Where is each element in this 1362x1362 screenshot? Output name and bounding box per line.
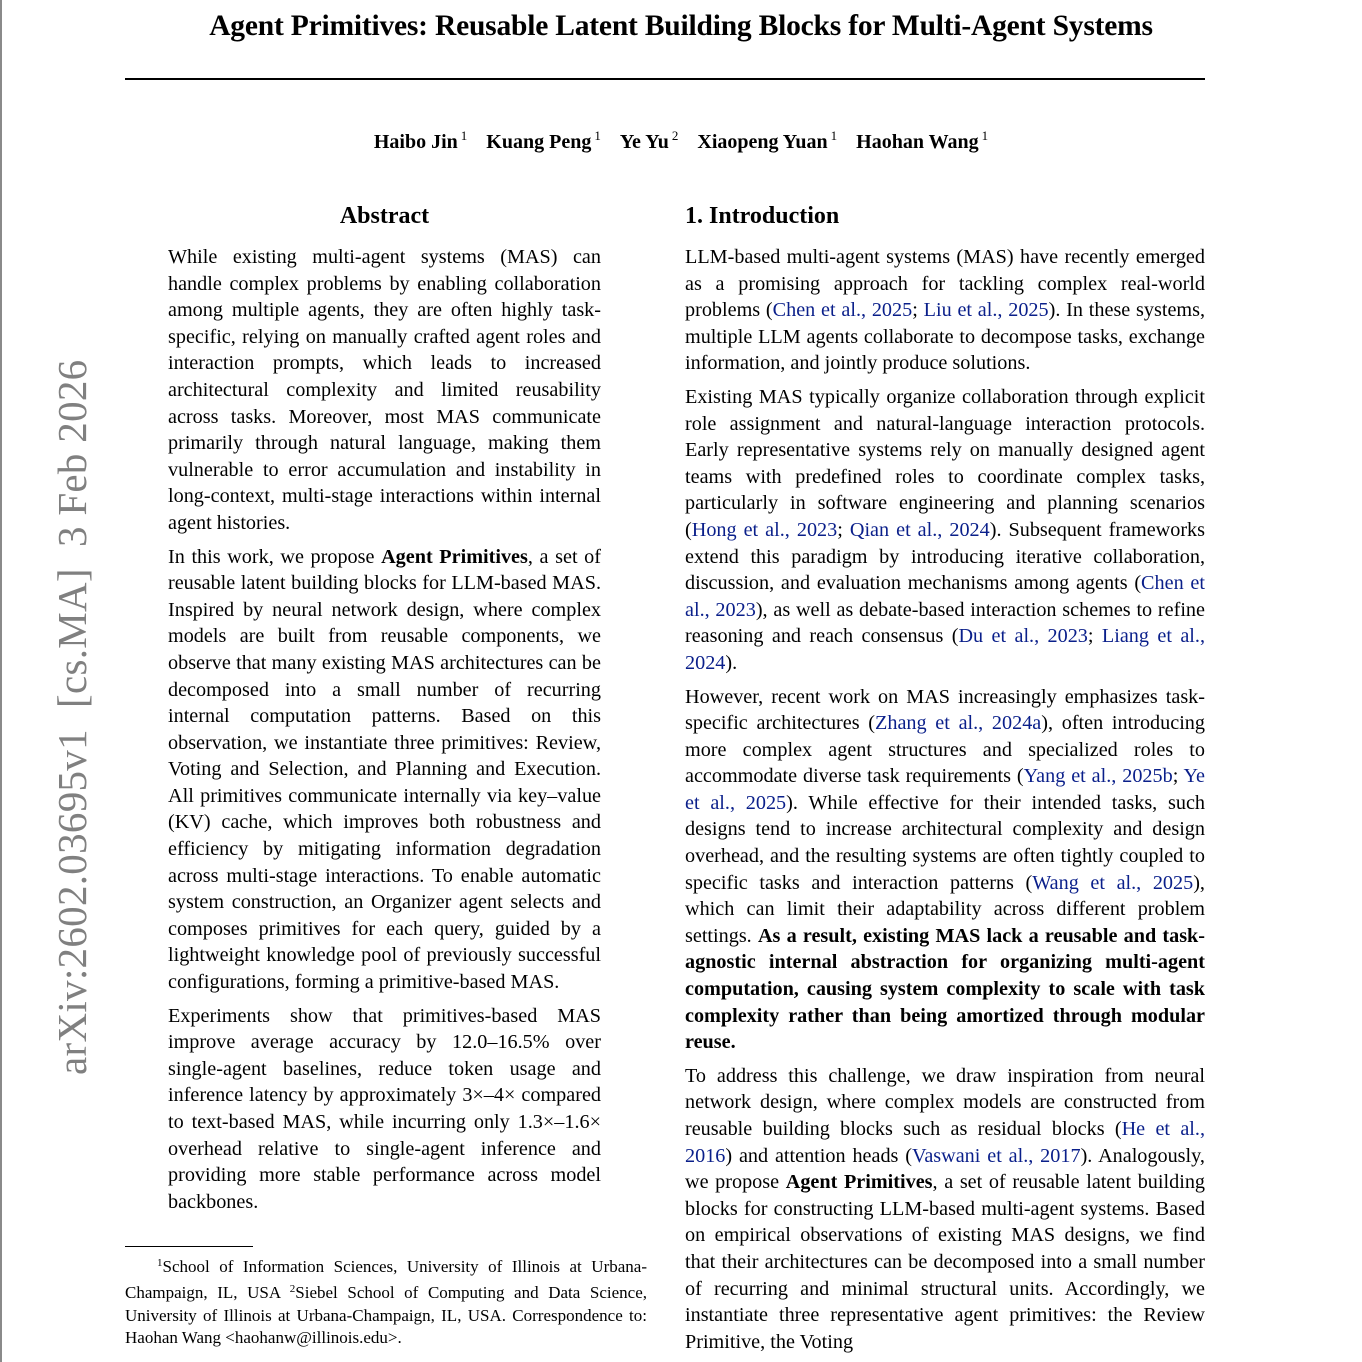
author: Kuang Peng $^1$ <box>486 128 601 153</box>
page-left-border <box>0 0 2 1362</box>
intro-paragraph: To address this challenge, we draw inspiration from neural network design, where complex models are constructed from reusable building blocks such as residual blocks (He et al., 2016) and attention heads (Vaswani et al., 2017). Analogously, we propose Agent Primitives, a set of reusable latent building blocks for constructing LLM-based multi-agent systems. Based on empirical observations of existing MAS designs, we find that their architectures can be decomposed into a small number of recurring and minimal structural units. Accordingly, we instantiate three representative agent primitives: the Review Primitive, the Voting <box>685 1064 1206 1353</box>
author: Haohan Wang $^1$ <box>856 128 989 153</box>
citation-link[interactable]: Ye et al., 2025 <box>685 765 1206 814</box>
abstract-paragraph: In this work, we propose Agent Primitives, a set of reusable latent building blocks for LLM-based MAS. Inspired by neural network design, where complex models are built from reusable components, we observe that many existing MAS architectures can be decomposed into a small number of recurring internal computation patterns. Based on this observation, we instantiate three primitives: Review, Voting and Selection, and Planning and Execution. All primitives communicate internally via key–value (KV) cache, which improves both robustness and efficiency by mitigating information degradation across multi-stage interactions. To enable automatic system construction, an Organizer agent selects and composes primitives for each query, guided by a lightweight knowledge pool of previously successful configurations, forming a primitive-based MAS. <box>168 545 601 994</box>
introduction-heading: 1. Introduction <box>685 203 840 229</box>
citation-link[interactable]: Wang et al., 2025 <box>1032 871 1194 894</box>
intro-paragraph: However, recent work on MAS increasingly emphasizes task-specific architectures (Zhang et al., 2024a), often introducing more complex agent structures and specialized roles to accommodate diverse task requirements (Yang et al., 2025b; Ye et al., 2025). While effective for their intended tasks, such designs tend to increase architectural complexity and design overhead, and the resulting systems are often tightly coupled to specific tasks and interaction patterns (Wang et al., 2025), which can limit their adaptability across different problem settings. As a result, existing MAS lack a reusable and task-agnostic internal abstraction for organizing multi-agent computation, causing system complexity to scale with task complexity rather than being amortized through modular reuse. <box>685 685 1206 1054</box>
citation-link[interactable]: Liu et al., 2025 <box>923 299 1049 322</box>
citation-link[interactable]: Yang et al., 2025b <box>1023 765 1173 788</box>
intro-paragraph: Existing MAS typically organize collaboration through explicit role assignment and natural-language interaction protocols. Early representative systems rely on manually designed agent teams with predefined roles to coordinate complex tasks, particularly in software engineering and planning scenarios (Hong et al., 2023; Qian et al., 2024). Subsequent frameworks extend this paradigm by introducing iterative collaboration, discussion, and evaluation mechanisms among agents (Chen et al., 2023), as well as debate-based interaction schemes to refine reasoning and reach consensus (Du et al., 2023; Liang et al., 2024). <box>685 385 1206 674</box>
author: Xiaopeng Yuan $^1$ <box>697 128 838 153</box>
intro-paragraph: LLM-based multi-agent systems (MAS) have recently emerged as a promising approach for tackling complex real-world problems (Chen et al., 2025; Liu et al., 2025). In these systems, multiple LLM agents collaborate to decompose tasks, exchange information, and jointly produce solutions. <box>685 246 1206 375</box>
citation-link[interactable]: Zhang et al., 2024a <box>875 712 1042 735</box>
citation-link[interactable]: Liang et al., 2024 <box>685 625 1205 674</box>
citation-link[interactable]: Chen et al., 2023 <box>685 572 1205 621</box>
citation-link[interactable]: Vaswani et al., 2017 <box>911 1144 1081 1167</box>
arxiv-stamp: arXiv:2602.03695v1 [cs.MA] 3 Feb 2026 <box>49 359 95 1075</box>
paper-title: Agent Primitives: Reusable Latent Building Blocks for Multi-Agent Systems <box>209 10 1153 42</box>
citation-link[interactable]: Qian et al., 2024 <box>849 518 990 541</box>
abstract-section <box>168 198 601 1222</box>
title-rule <box>125 78 1205 80</box>
abstract-paragraph: While existing multi-agent systems (MAS) can handle complex problems by enabling collaboration among multiple agents, they are often highly task-specific, relying on manually crafted agent roles and interaction prompts, which leads to increased architectural complexity and limited reusability across tasks. Moreover, most MAS communicate primarily through natural language, making them vulnerable to error accumulation and instability in long-context, multi-stage interactions within internal agent histories. <box>168 246 601 534</box>
author: Ye Yu $^2$ <box>619 128 679 153</box>
footnote-rule <box>125 1246 253 1247</box>
abstract-heading: Abstract <box>339 203 430 229</box>
introduction-section <box>685 198 1205 1362</box>
author-list <box>0 128 1362 154</box>
citation-link[interactable]: Hong et al., 2023 <box>691 518 838 541</box>
author: Haibo Jin $^1$ <box>373 128 468 153</box>
abstract-paragraph: Experiments show that primitives-based MAS improve average accuracy by 12.0–16.5% over single-agent baselines, reduce token usage and inference latency by approximately 3×–4× compared to text-based MAS, while incurring only 1.3×–1.6× overhead relative to single-agent inference and providing more stable performance across model backbones. <box>168 1004 601 1213</box>
affiliation-footnote: $^1$School of Information Sciences, University of Illinois at Urbana-Champaign, IL, USA $^2$Siebel School of Computing and Data Science, University of Illinois at Urbana-Champaign, IL, USA. Correspondence to: Haohan Wang <haohanw@illinois.edu>. <box>125 1257 647 1347</box>
citation-link[interactable]: Du et al., 2023 <box>958 625 1088 648</box>
citation-link[interactable]: He et al., 2016 <box>685 1118 1205 1167</box>
citation-link[interactable]: Chen et al., 2025 <box>772 299 913 322</box>
